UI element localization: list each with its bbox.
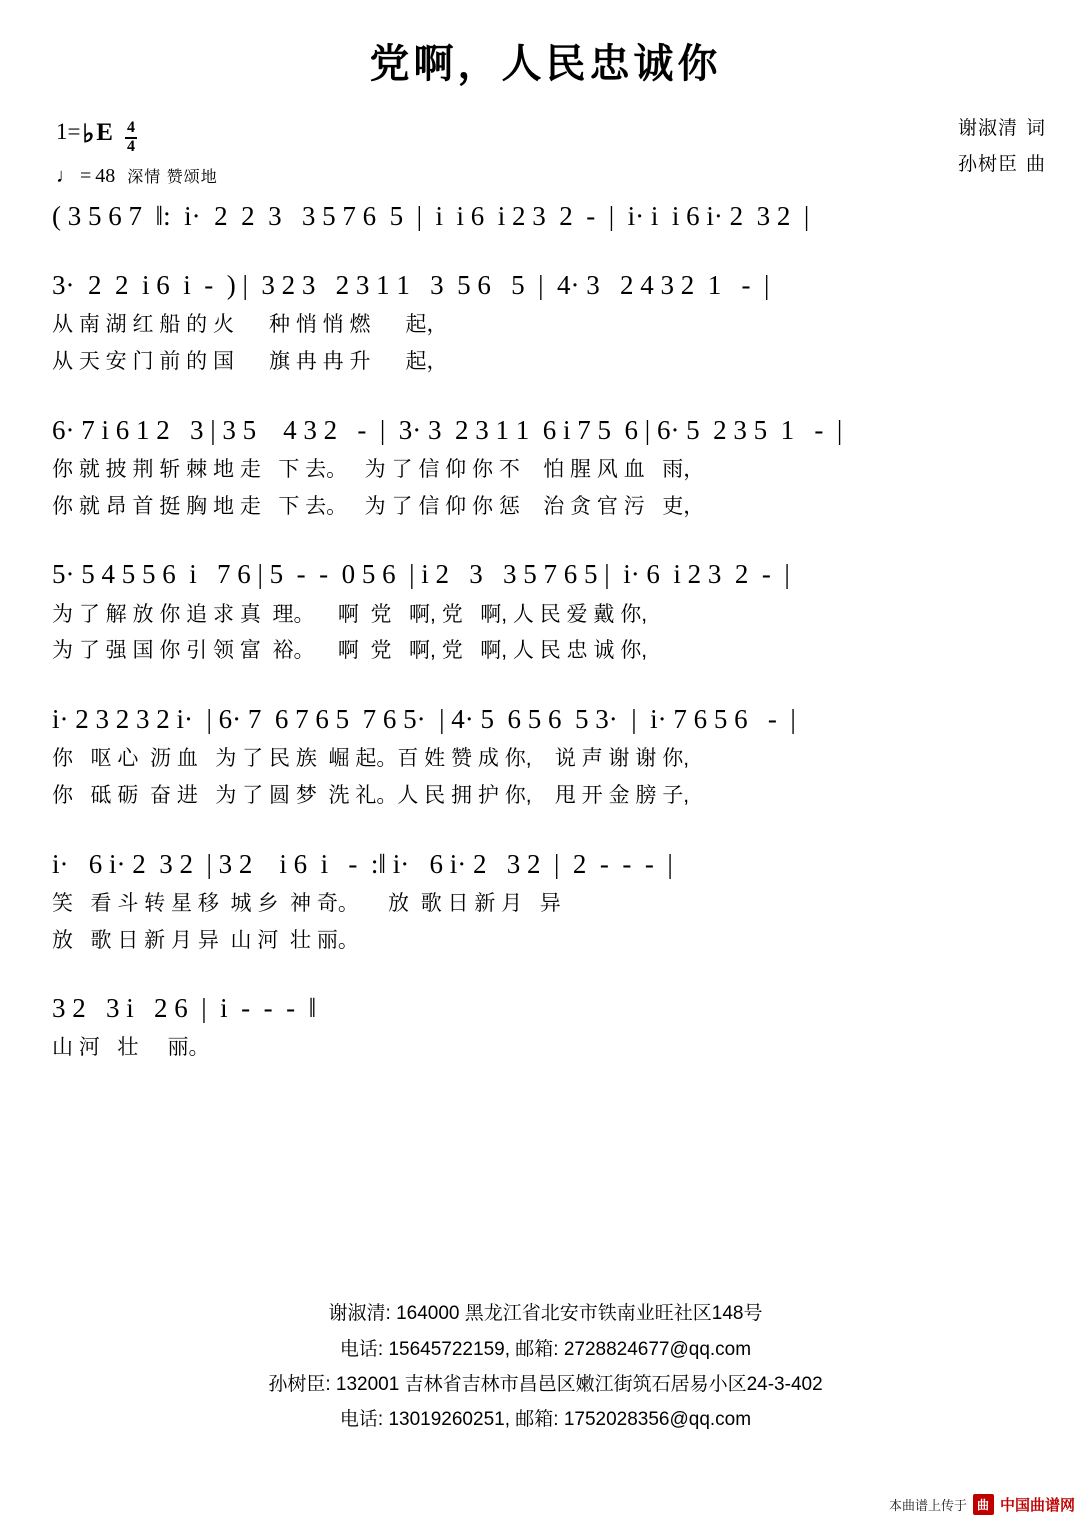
lyric-line: 你 就 披 荆 斩 棘 地 走 下 去。 为 了 信 仰 你 不 怕 腥 风 血 雨， [52,457,705,481]
time-signature [125,120,137,156]
notation-line: ( 3 5 6 7 ‖: i· 2 2 3 3 5 7 6 5 | i i 6 i 2 3 2 - | i· i i 6 i· 2 3 2 | [52,201,810,231]
composer-role: 曲 [1025,154,1045,176]
contact-footer [0,1296,1091,1437]
lyricist-line [958,111,1045,147]
credits-block [958,111,1045,183]
spacer [52,529,1045,555]
music-system [52,700,1045,815]
key-label: 1= [56,119,81,144]
music-system [52,411,1045,526]
lyrics-block [52,452,1045,526]
music-system [52,555,1045,670]
lyric-line: 山 河 壮 丽。 [52,1036,210,1060]
key-note: E [96,119,113,146]
tempo-equals: = [80,164,92,187]
lyric-line: 笑 看 斗 转 星 移 城 乡 神 奇。 放 歌 日 新 月 异 [52,891,561,915]
music-system [52,845,1045,960]
lyric-line: 你 呕 心 沥 血 为 了 民 族 崛 起。百 姓 赞 成 你, 说 声 谢 谢 你, [52,747,690,771]
composer-name: 孙树臣 [957,154,1018,176]
site-logo-icon: 曲 [973,1494,994,1515]
music-system [52,989,1045,1067]
tempo-note-icon: ♩ [56,164,76,187]
lyric-line: 从 南 湖 红 船 的 火 种 悄 悄 燃 起， [52,313,448,337]
score-header [0,111,1091,191]
lyric-line: 放 歌 日 新 月 异 山 河 壮 丽。 [52,928,359,952]
lyric-line: 你 就 昂 首 挺 胸 地 走 下 去。 为 了 信 仰 你 惩 治 贪 官 污 吏， [52,494,705,518]
key-tempo-block [56,119,218,188]
spacer [52,385,1045,411]
footer-line: 电话: 15645722159, 邮箱: 2728824677@qq.com [339,1338,752,1360]
score-body [0,197,1091,1067]
lyricist-role: 词 [1025,118,1045,139]
lyrics-block [52,1030,1045,1067]
tempo-marking [56,164,218,188]
footer-line: 谢淑清: 164000 黑龙江省北安市铁南业旺社区148号 [328,1303,763,1325]
spacer [52,963,1045,989]
lyrics-block [52,741,1045,815]
meter-numerator: 4 [125,120,137,139]
expression-marking: 深情 赞颂地 [127,168,218,186]
notation-line: 3 2 3 i 2 6 | i - - - ‖ [52,993,317,1024]
tempo-value: 48 [95,164,116,187]
lyric-line: 从 天 安 门 前 的 国 旗 冉 冉 升 起， [52,350,448,374]
watermark-prefix: 本曲谱上传于 [888,1498,967,1513]
notation-line: i· 6 i· 2 3 2 | 3 2 i 6 i - :‖ i· 6 i· 2 3 2 | 2 - - - | [52,848,673,879]
lyrics-block [52,886,1045,960]
key-accidental: ♭ [82,121,95,148]
footer-line: 电话: 13019260251, 邮箱: 1752028356@qq.com [339,1408,752,1430]
meter-denominator: 4 [126,137,135,155]
page-title: 党啊，人民忠诚你 [369,42,722,86]
lyrics-block [52,597,1045,671]
notation-line: 5· 5 4 5 5 6 i 7 6 | 5 - - 0 5 6 | i 2 3 3 5 7 6 5 | i· 6 i 2 3 2 - | [52,559,790,590]
spacer [52,674,1045,700]
site-name: 中国曲谱网 [999,1497,1075,1514]
key-signature [56,119,218,155]
notation-line: i· 2 3 2 3 2 i· | 6· 7 6 7 6 5 7 6 5· | 4· 5 6 5 6 5 3· | i· 7 6 5 6 - | [52,704,796,735]
spacer [52,240,1045,266]
notation-line: 6· 7 i 6 1 2 3 | 3 5 4 3 2 - | 3· 3 2 3 1 1 6 i 7 5 6 | 6· 5 2 3 5 1 - | [52,414,843,445]
notation-line: 3· 2 2 i 6 i - ) | 3 2 3 2 3 1 1 3 5 6 5 | 4· 3 2 4 3 2 1 - | [52,270,770,301]
spacer [52,819,1045,845]
lyric-line: 为 了 强 国 你 引 领 富 裕。 啊 党 啊, 党 啊, 人 民 忠 诚 你, [52,639,648,663]
lyricist-name: 谢淑清 [957,118,1018,139]
lyrics-block [52,307,1045,381]
music-system [52,197,1045,236]
lyric-line: 为 了 解 放 你 追 求 真 理。 啊 党 啊, 党 啊, 人 民 爱 戴 你, [52,602,648,626]
lyric-line: 你 砥 砺 奋 进 为 了 圆 梦 洗 礼。人 民 拥 护 你, 甩 开 金 膀 子, [52,783,690,807]
footer-line: 孙树臣: 132001 吉林省吉林市昌邑区嫩江街筑石居易小区24-3-402 [268,1373,823,1395]
music-system [52,266,1045,381]
composer-line [958,147,1045,183]
site-watermark [889,1494,1075,1515]
